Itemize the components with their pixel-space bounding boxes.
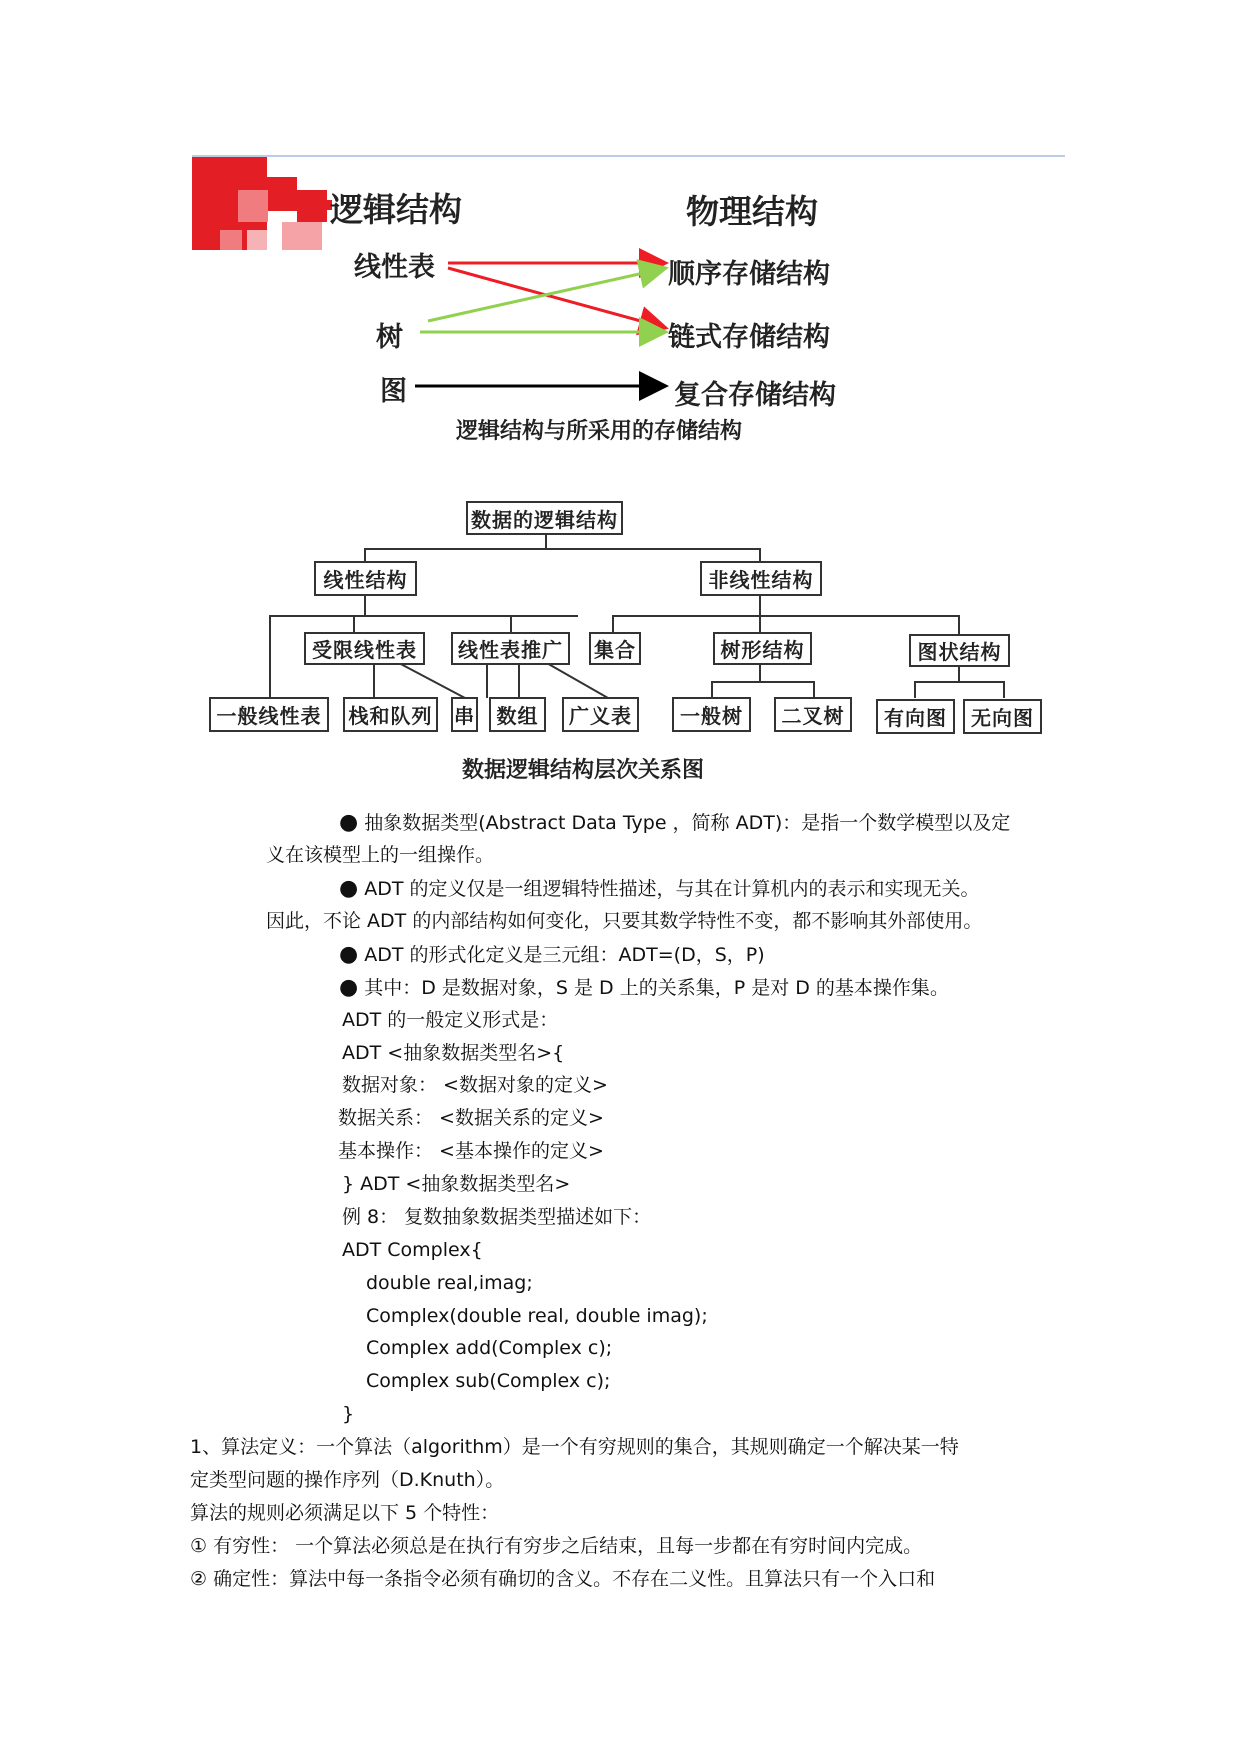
code-line: } <box>342 1403 355 1425</box>
right-item-sequential-storage: 顺序存储结构 <box>668 259 830 290</box>
paragraph-line: 1、算法定义：一个算法（algorithm）是一个有穷规则的集合，其规则确定一个解决某一特 <box>190 1436 959 1458</box>
code-line: Complex sub(Complex c); <box>366 1370 611 1392</box>
figure2-caption: 数据逻辑结构层次关系图 <box>462 758 705 783</box>
paragraph-line: ● ADT 的定义仅是一组逻辑特性描述，与其在计算机内的表示和实现无关。 <box>339 876 980 901</box>
node-data-logical-structure: 数据的逻辑结构 <box>466 501 623 535</box>
node-directed-graph: 有向图 <box>876 699 955 734</box>
code-line: ADT <抽象数据类型名>{ <box>342 1042 565 1064</box>
paragraph-line: ADT 的一般定义形式是： <box>342 1009 559 1031</box>
paragraph-line: ● 其中：D 是数据对象，S 是 D 上的关系集，P 是对 D 的基本操作集。 <box>339 975 949 1000</box>
paragraph-line: 义在该模型上的一组操作。 <box>266 844 495 866</box>
node-stack-and-queue: 栈和队列 <box>343 697 438 732</box>
left-item-graph: 图 <box>380 376 407 407</box>
code-line: ADT Complex{ <box>342 1239 483 1261</box>
node-array: 数组 <box>489 697 546 732</box>
left-item-linear-list: 线性表 <box>354 252 435 283</box>
node-general-tree: 一般树 <box>672 697 751 732</box>
node-linear-list-generalization: 线性表推广 <box>451 632 570 665</box>
node-tree-structure: 树形结构 <box>713 632 812 665</box>
code-line: } ADT <抽象数据类型名> <box>342 1173 571 1195</box>
right-item-composite-storage: 复合存储结构 <box>674 380 836 411</box>
node-string: 串 <box>451 697 478 732</box>
code-line: 数据关系： <数据关系的定义> <box>338 1107 604 1129</box>
node-linear-structure: 线性结构 <box>314 561 417 596</box>
code-line: Complex(double real, double imag); <box>366 1305 708 1327</box>
code-line: Complex add(Complex c); <box>366 1337 613 1359</box>
right-item-linked-storage: 链式存储结构 <box>668 322 830 353</box>
code-line: 数据对象： <数据对象的定义> <box>342 1074 608 1096</box>
figure1-caption: 逻辑结构与所采用的存储结构 <box>456 419 743 444</box>
node-set: 集合 <box>589 632 641 665</box>
node-nonlinear-structure: 非线性结构 <box>700 561 822 596</box>
paragraph-line: 算法的规则必须满足以下 5 个特性： <box>190 1502 500 1524</box>
node-general-linear-list: 一般线性表 <box>209 697 329 732</box>
paragraph-line: 定类型问题的操作序列（D.Knuth）。 <box>190 1469 505 1491</box>
paragraph-line: ① 有穷性： 一个算法必须总是在执行有穷步之后结束，且每一步都在有穷时间内完成。 <box>190 1535 923 1557</box>
paragraph-line: ● ADT 的形式化定义是三元组：ADT=(D，S，P) <box>339 942 765 967</box>
node-generalized-list: 广义表 <box>562 697 639 732</box>
node-graph-structure: 图状结构 <box>909 634 1010 667</box>
node-restricted-linear-list: 受限线性表 <box>304 632 425 665</box>
logical-structure-header: 逻辑结构 <box>330 190 462 229</box>
left-item-tree: 树 <box>376 322 403 353</box>
code-line: double real,imag; <box>366 1272 533 1294</box>
example-line: 例 8： 复数抽象数据类型描述如下： <box>342 1206 652 1228</box>
node-binary-tree: 二叉树 <box>774 697 852 732</box>
paragraph-line: ● 抽象数据类型(Abstract Data Type ，简称 ADT)：是指一个数学模型以及定 <box>339 810 1011 835</box>
paragraph-line: 因此，不论 ADT 的内部结构如何变化，只要其数学特性不变，都不影响其外部使用。 <box>266 910 983 932</box>
node-undirected-graph: 无向图 <box>963 699 1042 734</box>
code-line: 基本操作： <基本操作的定义> <box>338 1140 604 1162</box>
paragraph-line: ② 确定性：算法中每一条指令必须有确切的含义。不存在二义性。且算法只有一个入口和 <box>190 1568 936 1590</box>
physical-structure-header: 物理结构 <box>686 192 818 231</box>
